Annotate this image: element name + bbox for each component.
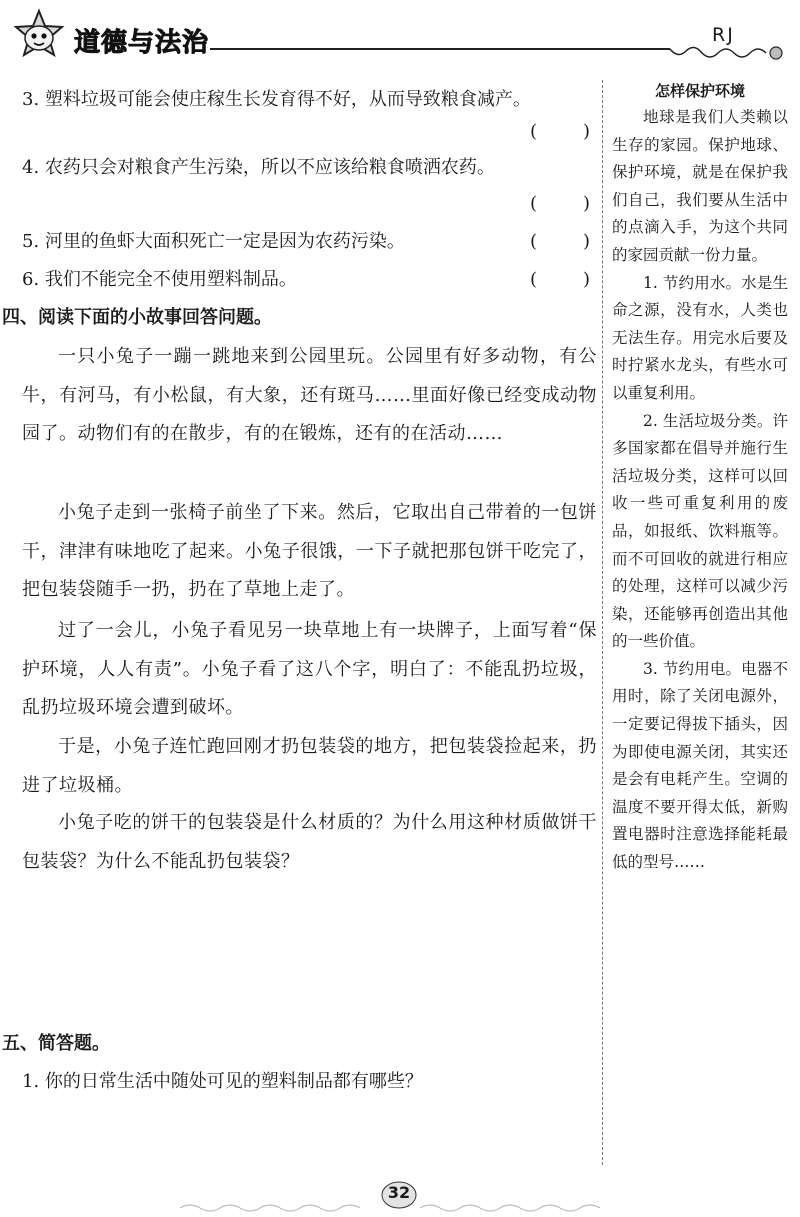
sidebar-tip-box [612, 78, 788, 877]
section-5-heading: 五、简答题。 [2, 1033, 110, 1054]
section-4-heading: 四、阅读下面的小故事回答问题。 [2, 307, 272, 328]
sidebar-paragraph-water: 1. 节约用水。水是生命之源，没有水，人类也无法生存。用完水后要及时拧紧水龙头，有些水可以重复利用。 [612, 273, 788, 402]
answer-blank-4[interactable]: ( ) [530, 193, 590, 214]
story-paragraph-2: 小兔子走到一张椅子前坐了下来。然后，它取出自己带着的一包饼干，津津有味地吃了起来。小兔子很饿，一下子就把那包饼干吃完了，把包装袋随手一扔，扔在了草地上走了。 [22, 502, 597, 600]
sidebar-paragraph-intro: 地球是我们人类赖以生存的家园。保护地球、保护环境，就是在保护我们自己，我们要从生活中的点滴入手，为这个共同的家园贡献一份力量。 [612, 108, 788, 264]
story-paragraph-1: 一只小兔子一蹦一跳地来到公园里玩。公园里有好多动物，有公牛，有河马，有小松鼠，有大象，还有斑马……里面好像已经变成动物园了。动物们有的在散步，有的在锻炼，还有的在活动…… [22, 346, 597, 444]
story-question: 小兔子吃的饼干的包装袋是什么材质的？为什么用这种材质做饼干包装袋？为什么不能乱扔包装袋？ [22, 812, 597, 872]
question-5: 5. 河里的鱼虾大面积死亡一定是因为农药污染。 [22, 231, 405, 252]
mascot-icon [10, 8, 68, 66]
header-decor-line [210, 45, 790, 69]
short-answer-question-1: 1. 你的日常生活中随处可见的塑料制品都有哪些？ [22, 1071, 423, 1092]
footer-decor-line [180, 1202, 600, 1214]
story-paragraph-4: 于是，小兔子连忙跑回刚才扔包装袋的地方，把包装袋捡起来，扔进了垃圾桶。 [22, 736, 597, 796]
page-header [0, 0, 800, 70]
sidebar-paragraph-electricity: 3. 节约用电。电器不用时，除了关闭电源外，一定要记得拔下插头，因为即使电源关闭，其实还是会有电耗产生。空调的温度不要开得太低，新购置电器时注意选择能耗最低的型号…… [612, 659, 788, 872]
edition-label: RJ [712, 24, 735, 46]
page-number: 32 [387, 1183, 411, 1202]
sidebar-title: 怎样保护环境 [654, 82, 745, 100]
story-paragraph-3: 过了一会儿，小兔子看见另一块草地上有一块牌子，上面写着“保护环境，人人有责”。小兔子看了这八个字，明白了：不能乱扔垃圾，乱扔垃圾环境会遭到破坏。 [22, 620, 597, 718]
question-4: 4. 农药只会对粮食产生污染，所以不应该给粮食喷洒农药。 [22, 157, 495, 178]
column-divider [602, 80, 603, 1165]
answer-blank-6[interactable]: ( ) [530, 269, 590, 290]
question-6: 6. 我们不能完全不使用塑料制品。 [22, 269, 297, 290]
answer-blank-5[interactable]: ( ) [530, 231, 590, 252]
question-3: 3. 塑料垃圾可能会使庄稼生长发育得不好，从而导致粮食减产。 [22, 89, 531, 110]
sidebar-paragraph-garbage: 2. 生活垃圾分类。许多国家都在倡导并施行生活垃圾分类，这样可以回收一些可重复利用的废品，如报纸、饮料瓶等。而不可回收的就进行相应的处理，这样可以减少污染，还能够再创造出其他的一些价值。 [612, 411, 788, 651]
answer-blank-3[interactable]: ( ) [530, 121, 590, 142]
subject-title: 道德与法治 [74, 28, 210, 58]
